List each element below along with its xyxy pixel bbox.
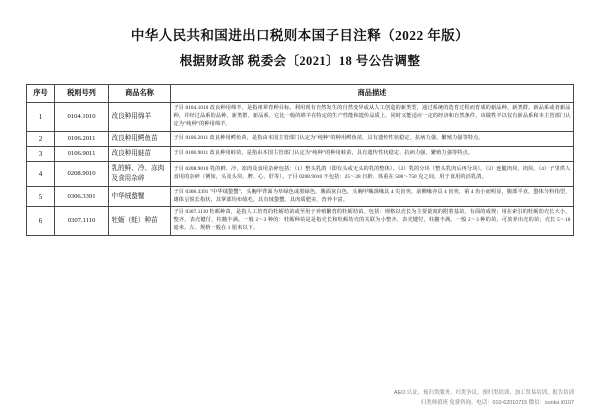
cell-no: 3 [27,146,55,161]
table-header-row [27,85,574,103]
cell-desc: 子目 0104.1010 改良种用绵羊，是指祖辈育种目标，利用现有自然发生的自然变异或从人工创造的新类型，通过系统的选育过程而育成的新品种、新类群、新品系或者新品种，并经过品系的品种、新类群、新品系。它比一般的绵羊在特定的生产性能和遗传品质上，同时又能适应一定的经济和自然条件，该做牲羊以仅有新品系和本主管部门认定为"纯种"的种用绵羊。 [171,103,574,131]
footer-line-contact: 归类师值班 免费咨询。电话：010-62010715 微信：sunka i0107 [420,399,574,406]
cell-name: 乳的鲜、冷、冻肉及食用杂碎 [109,162,171,187]
cell-code: 0106.9011 [55,146,109,161]
cell-code: 0104.1010 [55,103,109,131]
cell-no: 5 [27,186,55,207]
cell-code: 0307.1110 [55,207,109,235]
table-row [27,186,574,207]
cell-no: 6 [27,207,55,235]
table-row [27,162,574,187]
table-row [27,207,574,235]
cell-desc: 子目 0307.1110 牡蛎种苗，是指人工培育的牡蛎幼苗或至用于养殖繁育的牡蛎幼苗。包括：规格以壳长为主要量度的附着基苗，有面的成规；用在索引的牡蛎幼壳长大小，整齐，表壳键付，柱髓丰满。一般 2～3 种的：牡蛎种苗是是指壳长和牡蛎幼壳的关联为小整齐，表壳键付，柱髓丰满。一般 2～3 种的苗，可放养出壳的苗；壳长 5～10 毫米。左、规格一般在 1 厘米以下。 [171,207,574,235]
cell-desc: 子目 0106.9011 改良种用蛙苗，是指由本国主管部门认定为"纯种"的种用蛙苗，具有遗传性状稳定、抗病力强、繁殖力强等特点。 [171,146,574,161]
cell-no: 4 [27,162,55,187]
footer-line-services: AEO 认证、预归类服务、归类争议、预归类培训、加工贸易培训、报告培训 [394,390,574,397]
column-header-code: 税则号列 [55,85,109,103]
cell-no: 1 [27,103,55,131]
tariff-table [26,84,574,236]
cell-code: 0208.9010 [55,162,109,187]
cell-desc: 子目 0306.3391 "中华绒螯蟹"，头胸甲背面为草绿色或墨绿色，腹面灰白色，头胸甲额颈缘具 4 尖齿突。前侧缘亦具 4 齿突，第 4 齿小而明显，腹部平直，螯体分粉指型，雄体呈锐长指状，其掌部均布绒毛，具有绒螯蟹。具肉质肥美，营养丰富。 [171,186,574,207]
cell-name: 改良种用绵羊 [109,103,171,131]
table-row [27,131,574,146]
cell-code: 0106.2011 [55,131,109,146]
cell-name: 改良种用鳄鱼苗 [109,131,171,146]
column-header-name: 商品名称 [109,85,171,103]
cell-name: 改良种用蛙苗 [109,146,171,161]
cell-name: 中华绒螯蟹 [109,186,171,207]
cell-no: 2 [27,131,55,146]
footer-contact [394,389,574,408]
cell-desc: 子目 0106.2011 改良种用鳄鱼苗，是指由本国主管部门认定为"纯种"的种用鳄鱼苗，具有遗传性状稳定、抗病力强、繁殖力强等特点。 [171,131,574,146]
column-header-no: 序号 [27,85,55,103]
page-title: 中华人民共和国进出口税则本国子目注释（2022 年版） [130,28,470,43]
page-subtitle: 根据财政部 税委会〔2021〕18 号公告调整 [179,54,421,69]
title-block [26,26,574,71]
cell-name: 牡蛎（蚝）种苗 [109,207,171,235]
column-header-desc: 商品描述 [171,85,574,103]
table-row [27,146,574,161]
cell-code: 0306.3391 [55,186,109,207]
table-row [27,103,574,131]
cell-desc: 子目 0208.9010 乳的鲜、冷、冻肉及食用杂碎包括：（1）整头乳鸽（即有头或无头的乳的整体）。（2）乳的分块（整头乳肉后再分块）。（3）连腿肉块、肉块。（4）子里供人食用的杂碎（例如，头及头块、脾、心、肝等）。子目 0208.9010 不包括：25～28 日龄、体重在 500～750 克之间，用于食用的活乳鸽。 [171,162,574,187]
